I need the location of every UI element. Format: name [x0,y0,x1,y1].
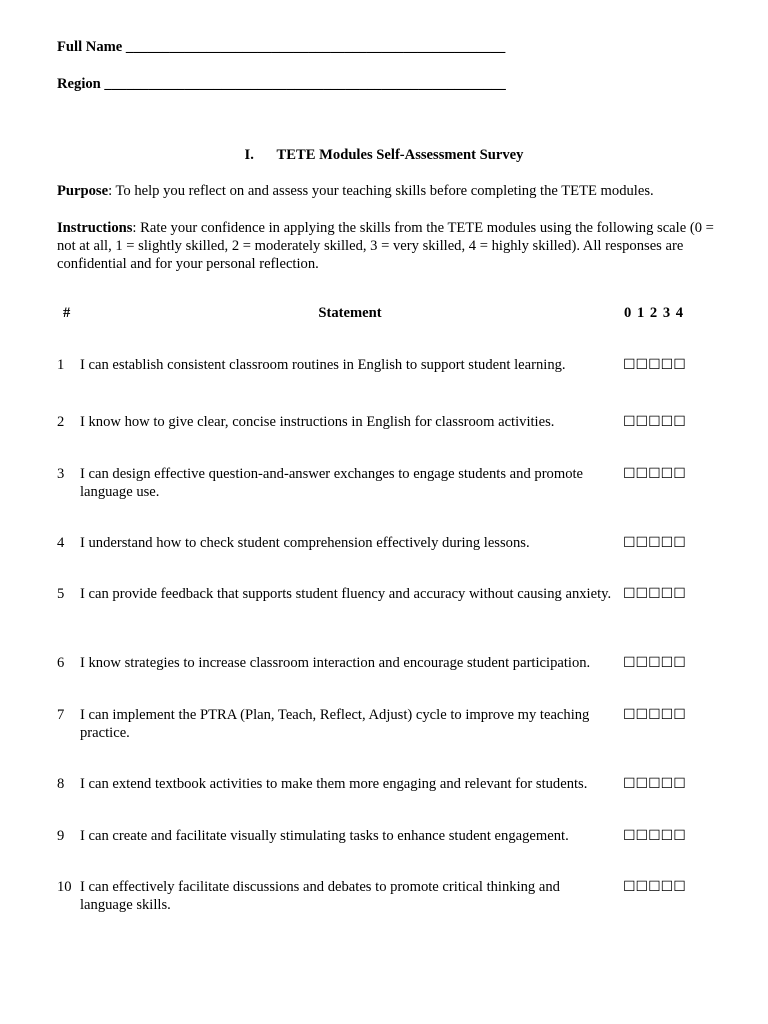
section-number: I. [244,147,254,163]
row-statement: I can extend textbook activities to make them more engaging and relevant for students. [80,776,588,792]
header-scale: 0 1 2 3 4 [624,305,684,321]
purpose-paragraph [57,182,722,200]
row-statement: I can provide feedback that supports student fluency and accuracy without causing anxiety. [80,586,612,602]
row-number: 3 [57,466,65,482]
row-number: 10 [57,879,72,895]
rating-checkboxes[interactable]: ☐☐☐☐☐ [623,828,686,844]
row-number: 1 [57,357,65,373]
row-number: 7 [57,707,65,723]
row-number: 6 [57,655,65,671]
region-field[interactable]: Region _______________________________________________________ [57,76,506,92]
rating-checkboxes[interactable]: ☐☐☐☐☐ [623,707,686,723]
row-statement: I can design effective question-and-answer exchanges to engage students and promote language use. [80,466,584,500]
row-statement: I can create and facilitate visually stimulating tasks to enhance student engagement. [80,828,569,844]
full-name-field[interactable]: Full Name ____________________________________________________ [57,39,506,55]
rating-checkboxes[interactable]: ☐☐☐☐☐ [623,414,686,430]
row-statement: I know strategies to increase classroom interaction and encourage student participation. [80,655,591,671]
rating-checkboxes[interactable]: ☐☐☐☐☐ [623,466,686,482]
row-number: 2 [57,414,65,430]
rating-checkboxes[interactable]: ☐☐☐☐☐ [623,535,686,551]
row-statement: I know how to give clear, concise instructions in English for classroom activities. [80,414,555,430]
rating-checkboxes[interactable]: ☐☐☐☐☐ [623,776,686,792]
rating-checkboxes[interactable]: ☐☐☐☐☐ [623,655,686,671]
purpose-text: : To help you reflect on and assess your teaching skills before completing the TETE modules. [108,183,654,199]
row-statement: I can establish consistent classroom routines in English to support student learning. [80,357,566,373]
header-number: # [63,305,71,321]
rating-checkboxes[interactable]: ☐☐☐☐☐ [623,357,686,373]
row-statement: I can effectively facilitate discussions and debates to promote critical thinking and language skills. [80,879,560,913]
row-statement: I understand how to check student comprehension effectively during lessons. [80,535,530,551]
row-statement: I can implement the PTRA (Plan, Teach, Reflect, Adjust) cycle to improve my teaching practice. [80,707,590,741]
rating-checkboxes[interactable]: ☐☐☐☐☐ [623,879,686,895]
row-number: 5 [57,586,65,602]
section-title-text: TETE Modules Self-Assessment Survey [276,147,524,163]
rating-checkboxes[interactable]: ☐☐☐☐☐ [623,586,686,602]
row-number: 9 [57,828,65,844]
row-number: 4 [57,535,65,551]
header-statement: Statement [318,305,382,321]
instructions-label: Instructions [57,220,133,236]
section-title [0,146,768,164]
purpose-label: Purpose [57,183,109,199]
row-number: 8 [57,776,65,792]
instructions-text: : Rate your confidence in applying the skills from the TETE modules using the following scale (0 = not at all, 1 = slightly skilled, 2 = moderately skilled, 3 = very skilled, 4 = highly skilled). All responses are confidential and for your personal reflection. [57,220,714,272]
instructions-paragraph [57,219,722,273]
